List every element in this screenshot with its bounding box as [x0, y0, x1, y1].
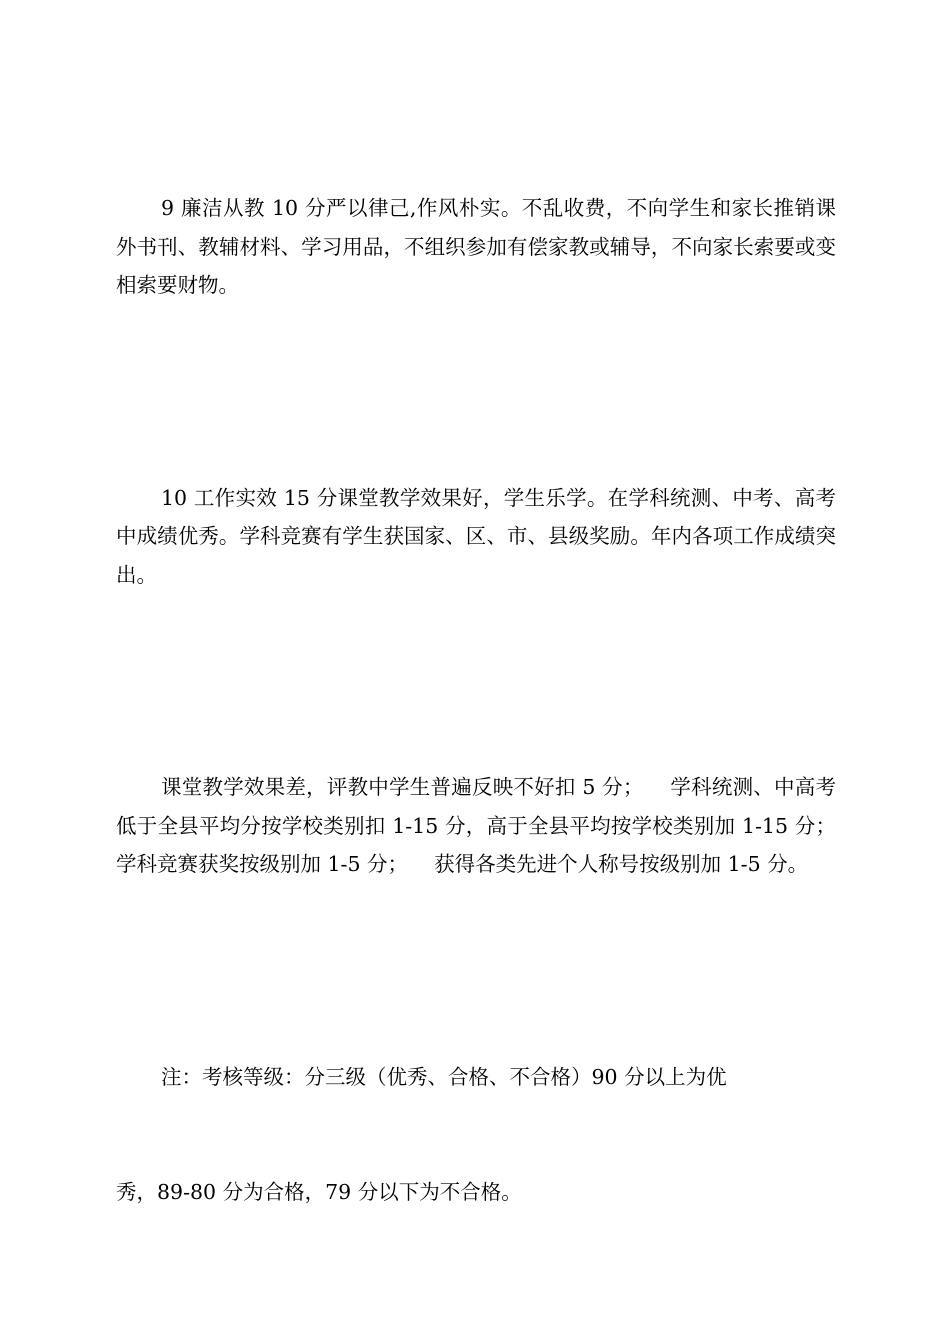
document-body [116, 112, 863, 1309]
paragraph-text: 课堂教学效果差，评教中学生普遍反映不好扣 5 分； 学科统测、中高考低于全县平均分按学校类别扣 1-15 分，高于全县平均按学校类别加 1-15 分； 学科竞赛获奖按级别加 1-5 分； 获得各类先进个人称号按级别加 1-5 分。 [116, 775, 863, 876]
paragraph-note [116, 981, 836, 1289]
paragraph-integrity [116, 112, 836, 382]
paragraph-text: 10 工作实效 15 分课堂教学效果好，学生乐学。在学科统测、中考、高考中成绩优秀。学科竞赛有学生获国家、区、市、县级奖励。年内各项工作成绩突出。 [116, 485, 836, 587]
paragraph-work-results [116, 402, 836, 672]
note-line-2: 秀，89-80 分为合格，79 分以下为不合格。 [116, 1180, 522, 1204]
paragraph-text: 9 廉洁从教 10 分严以律己,作风朴实。不乱收费，不向学生和家长推销课外书刊、教辅材料、学习用品，不组织参加有偿家教或辅导，不向家长索要或变相索要财物。 [116, 196, 836, 297]
paragraph-scoring-rules [116, 691, 863, 961]
note-line-1: 注：考核等级：分三级（优秀、合格、不合格）90 分以上为优 [161, 1064, 727, 1089]
